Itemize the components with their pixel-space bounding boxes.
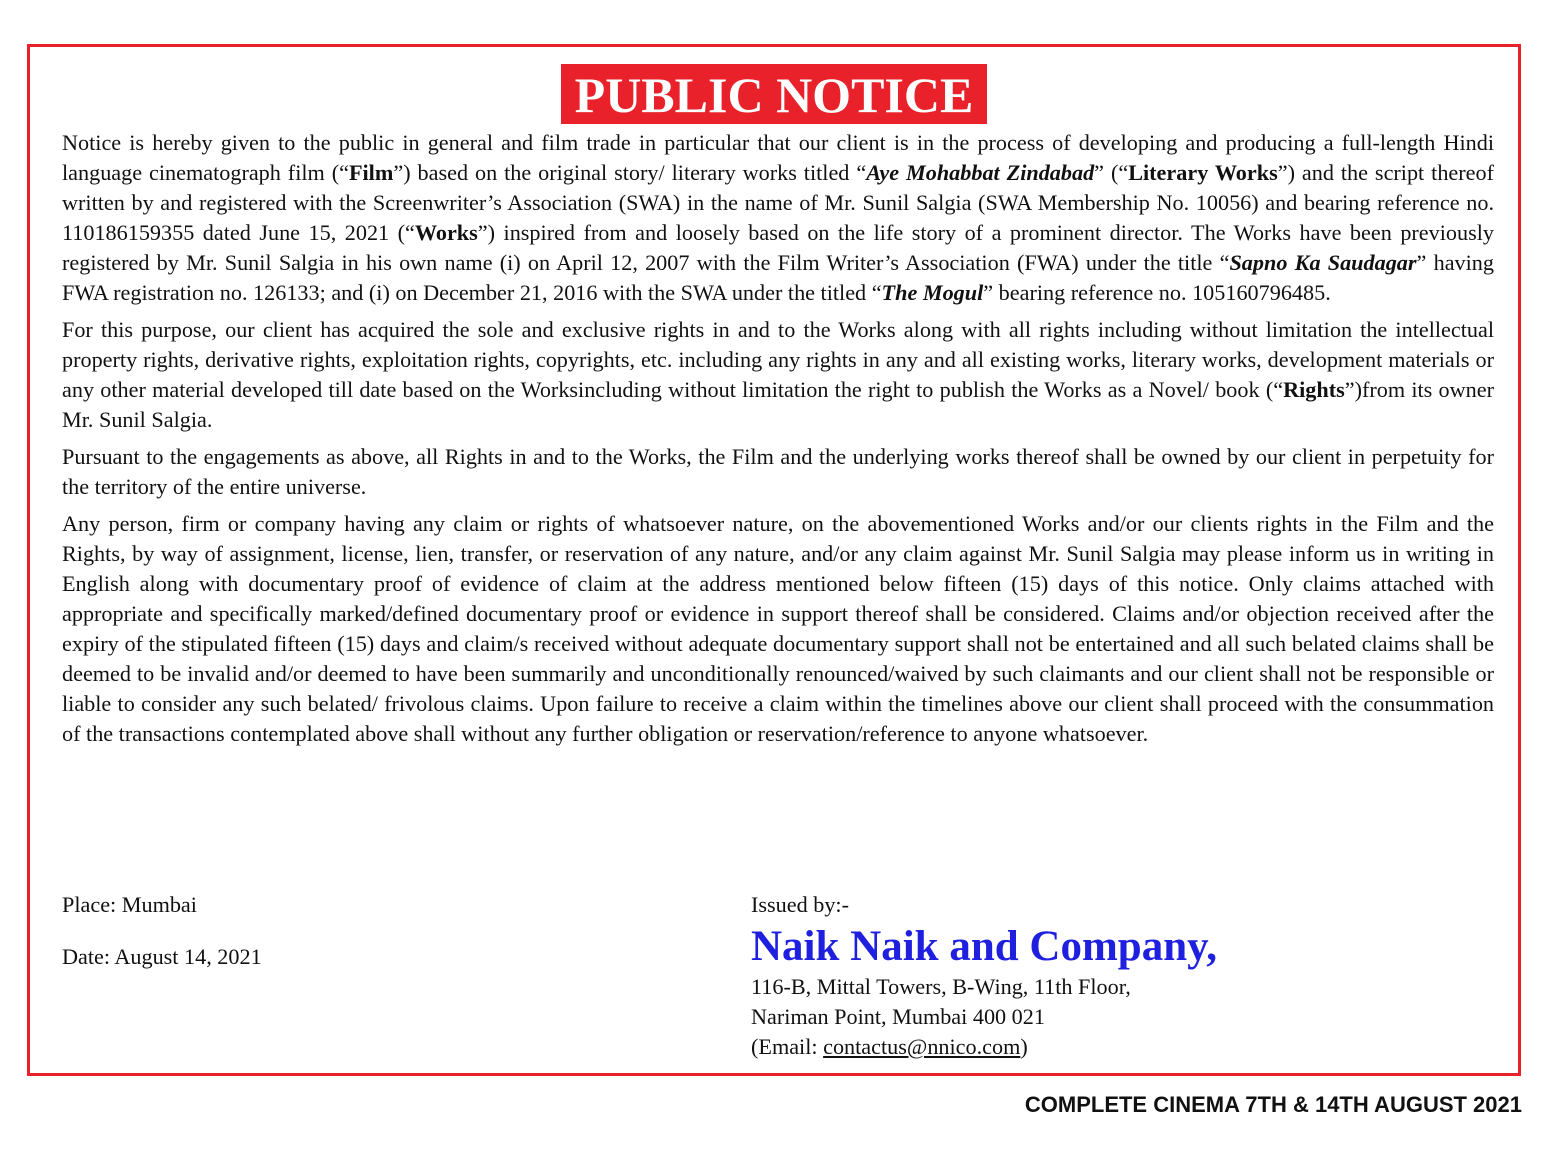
issuer-block bbox=[751, 890, 1217, 1062]
address-line-1: 116-B, Mittal Towers, B-Wing, 11th Floor, bbox=[751, 974, 1131, 999]
email-link[interactable]: contactus@nnico.com bbox=[823, 1034, 1021, 1059]
address-line-2: Nariman Point, Mumbai 400 021 bbox=[751, 1004, 1045, 1029]
paragraph-2: For this purpose, our client has acquired the sole and exclusive rights in and to the Works along with all rights including without limitation the intellectual property rights, derivative rights, exploitation rights, copyrights, etc. including any rights in any and all existing works, literary works, development materials or any other material developed till date based on the Worksincluding without limitation the right to publish the Works as a Novel/ book (“Rights”)from its owner Mr. Sunil Salgia. bbox=[62, 317, 1494, 432]
publication-footer: COMPLETE CINEMA 7TH & 14TH AUGUST 2021 bbox=[1024, 1092, 1522, 1117]
company-name: Naik Naik and Company, bbox=[751, 923, 1217, 970]
place: Place: Mumbai bbox=[62, 892, 197, 917]
notice-body bbox=[62, 128, 1494, 756]
paragraph-1: Notice is hereby given to the public in general and film trade in particular that our client is in the process of developing and producing a full-length Hindi language cinematograph film (“Film”) based on the original story/ literary works titled “Aye Mohabbat Zindabad” (“Literary Works”) and the script thereof written by and registered with the Screenwriter’s Association (SWA) in the name of Mr. Sunil Salgia (SWA Membership No. 10056) and bearing reference no. 110186159355 dated June 15, 2021 (“Works”) inspired from and loosely based on the life story of a prominent director. The Works have been previously registered by Mr. Sunil Salgia in his own name (i) on April 12, 2007 with the Film Writer’s Association (FWA) under the title “Sapno Ka Saudagar” having FWA registration no. 126133; and (i) on December 21, 2016 with the SWA under the titled “The Mogul” bearing reference no. 105160796485. bbox=[62, 130, 1494, 305]
email-line: (Email: contactus@nnico.com) bbox=[751, 1034, 1028, 1059]
paragraph-4: Any person, firm or company having any claim or rights of whatsoever nature, on the abovementioned Works and/or our clients rights in the Film and the Rights, by way of assignment, license, lien, transfer, or reservation of any nature, and/or any claim against Mr. Sunil Salgia may please inform us in writing in English along with documentary proof of evidence of claim at the address mentioned below fifteen (15) days of this notice. Only claims attached with appropriate and specifically marked/defined documentary proof or evidence in support thereof shall be considered. Claims and/or objection received after the expiry of the stipulated fifteen (15) days and claim/s received without adequate documentary support shall not be entertained and all such belated claims shall be deemed to be invalid and/or deemed to have been summarily and unconditionally renounced/waived by such claimants and our client shall not be responsible or liable to consider any such belated/ frivolous claims. Upon failure to receive a claim within the timelines above our client shall proceed with the consummation of the transactions contemplated above shall without any further obligation or reservation/reference to anyone whatsoever. bbox=[62, 511, 1494, 746]
place-date-block bbox=[62, 890, 262, 972]
notice-title: PUBLIC NOTICE bbox=[561, 64, 988, 124]
paragraph-3: Pursuant to the engagements as above, all Rights in and to the Works, the Film and the underlying works thereof shall be owned by our client in perpetuity for the territory of the entire universe. bbox=[62, 444, 1494, 499]
date: Date: August 14, 2021 bbox=[62, 944, 262, 969]
notice-frame bbox=[27, 44, 1521, 1076]
issued-by-label: Issued by:- bbox=[751, 892, 849, 917]
title-wrap bbox=[30, 64, 1518, 124]
